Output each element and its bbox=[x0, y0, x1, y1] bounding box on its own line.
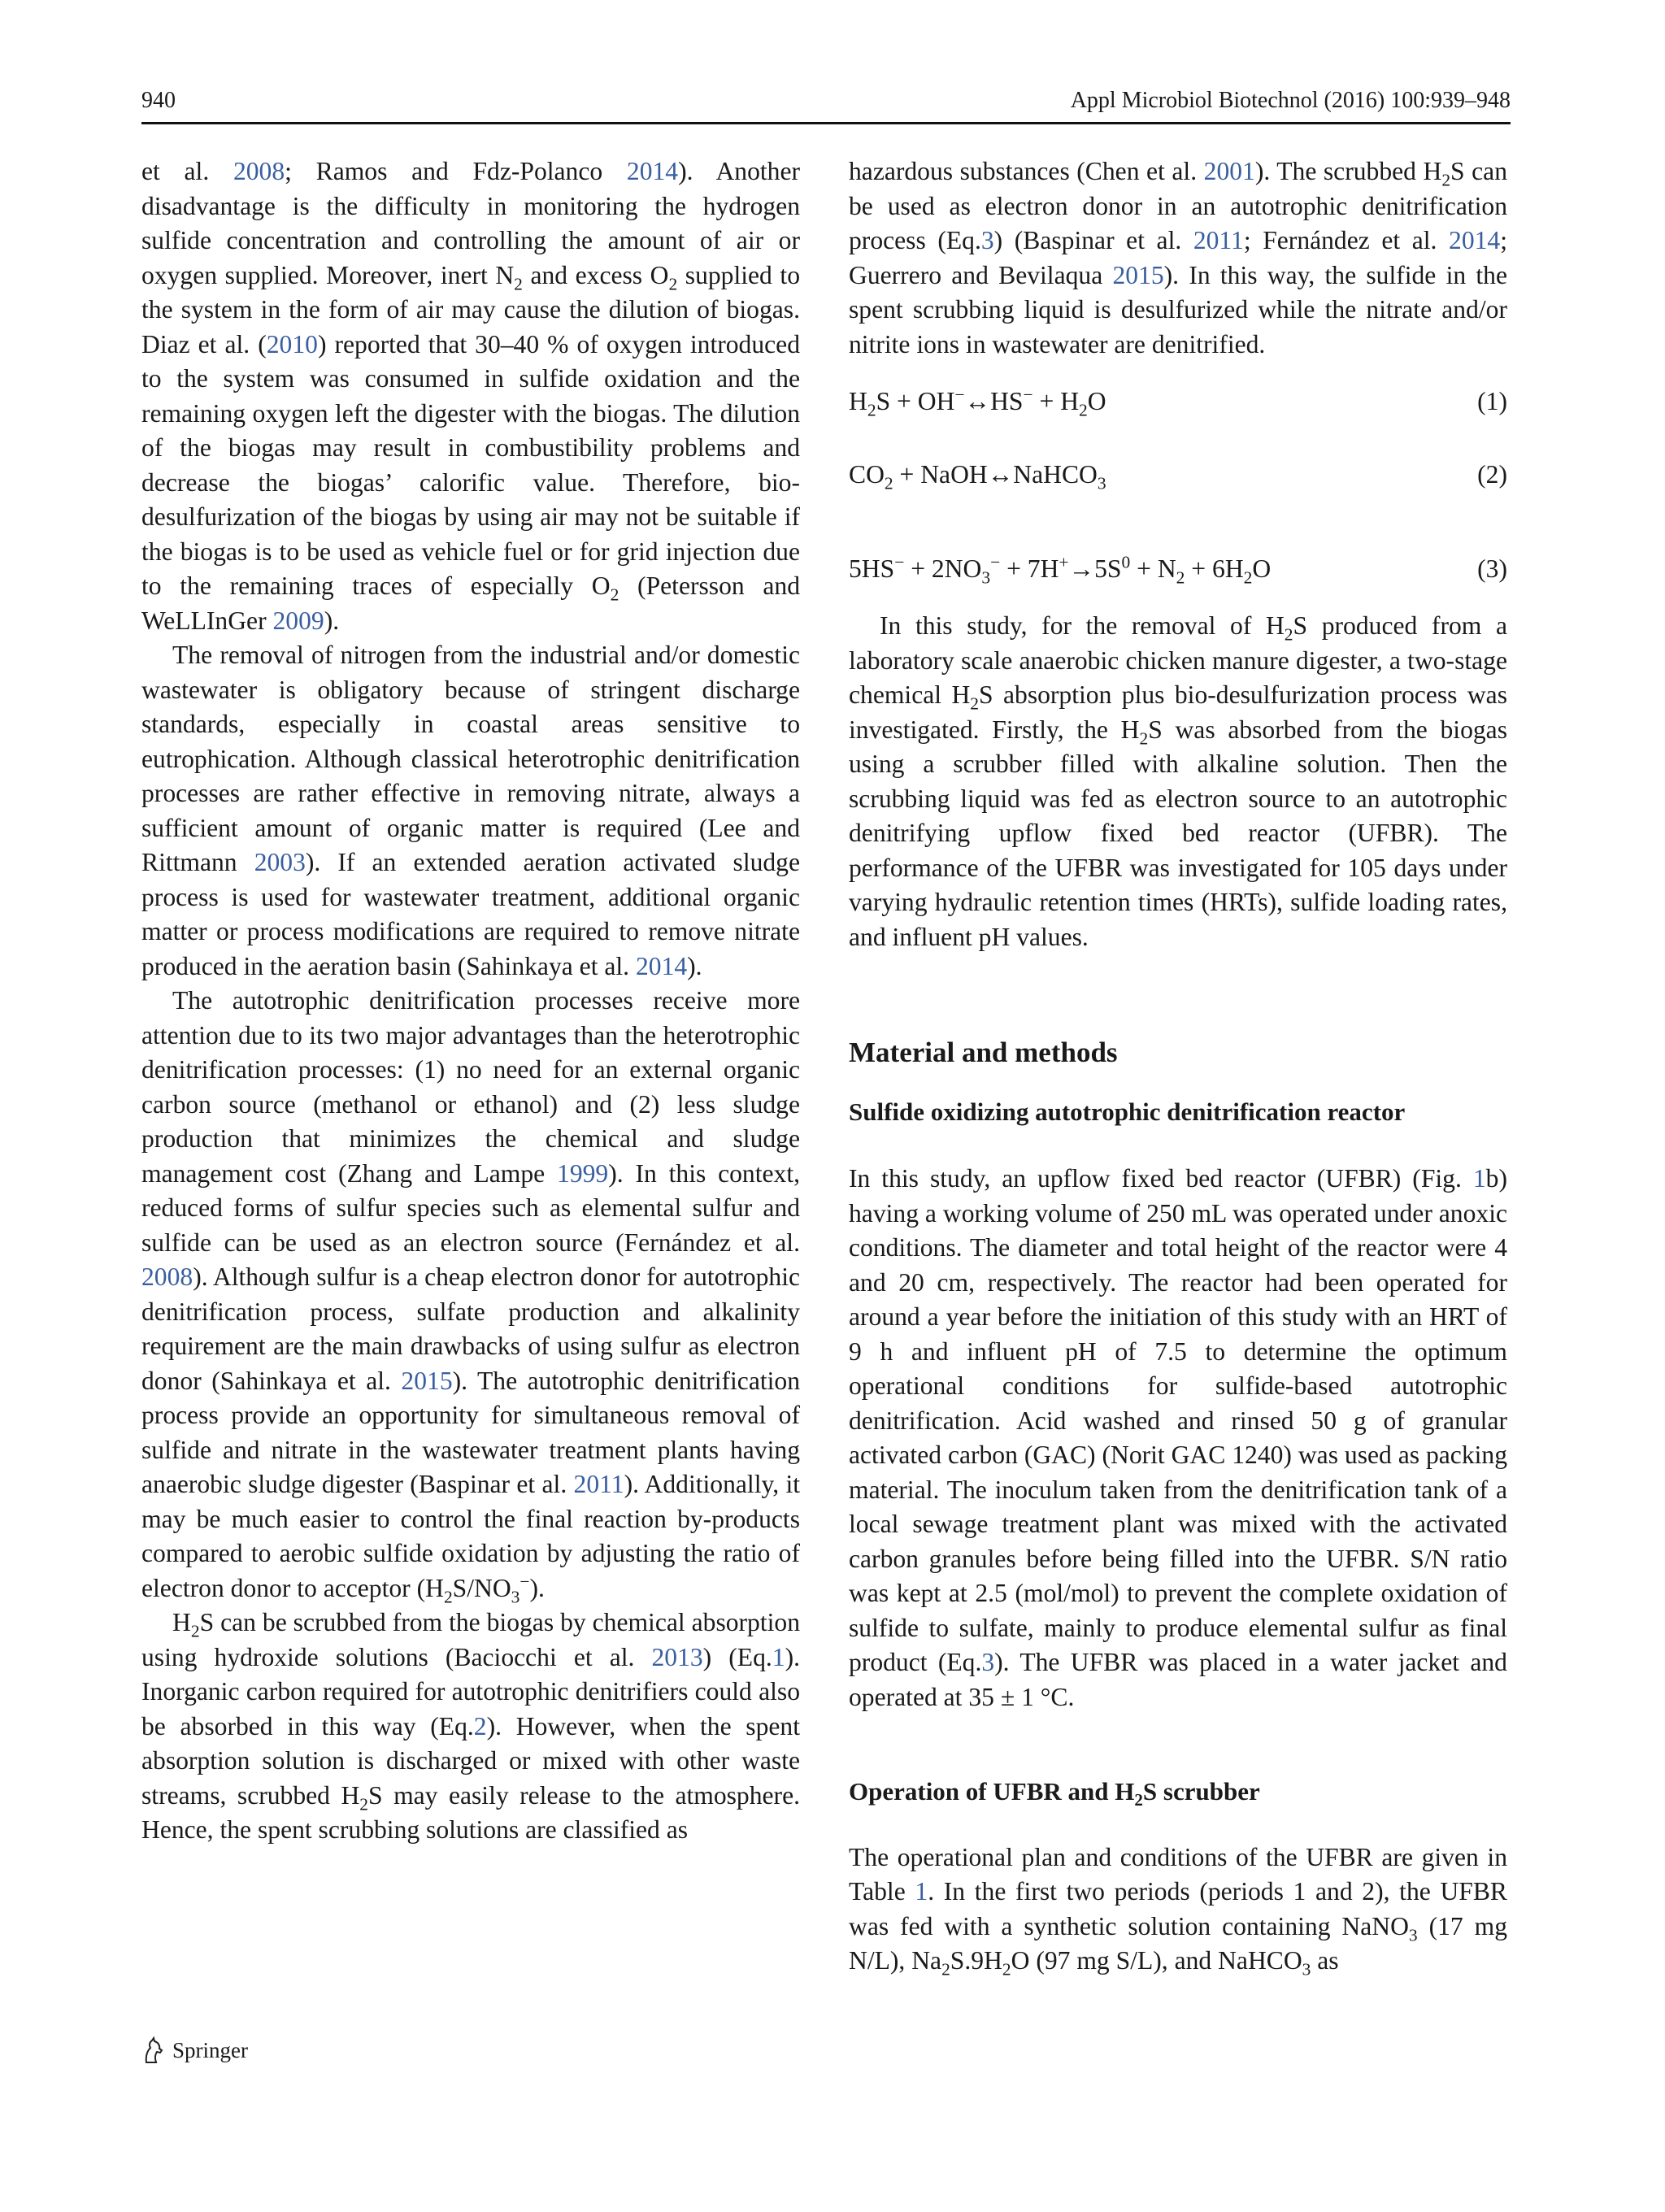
citation-link[interactable]: 2011 bbox=[1193, 226, 1244, 254]
subsection-title: Operation of UFBR and $H_2S$ scrubber bbox=[849, 1777, 1260, 1810]
citation-link[interactable]: 2014 bbox=[626, 157, 679, 185]
equation-expression: $CO_2$ + NaOH↔NaHCO$_3$ bbox=[849, 460, 1106, 493]
paragraph: The operational plan and conditions of the UFBR are given in Table 1. In the first two periods (periods 1 and 2), the UFBR was fed with a synthetic solution containing NaNO$_3$ (17 mg N/L), $Na_2S.9H_2O$ (97 mg S/L), and NaHCO$_3$ as bbox=[849, 1842, 1507, 1980]
citation-link[interactable]: 2008 bbox=[233, 157, 285, 185]
citation-link[interactable]: 2014 bbox=[1449, 226, 1501, 254]
citation-link[interactable]: 2013 bbox=[651, 1642, 703, 1671]
left-column bbox=[141, 154, 800, 1848]
equation-link[interactable]: 3 bbox=[981, 1648, 995, 1676]
table-link[interactable]: 1 bbox=[915, 1877, 928, 1906]
paragraph: The removal of nitrogen from the industrial and/or domestic wastewater is obligatory because of stringent discharge standards, especially in coastal areas sensitive to eutrophication. Although classical heterotrophic denitrification processes are rather effective in removing nitrate, always a sufficient amount of organic matter is required (Lee and Rittmann 2003). If an extended aeration activated sludge process is used for wastewater treatment, additional organic matter or process modifications are required to remove nitrate produced in the aeration basin (Sahinkaya et al. 2014). bbox=[141, 641, 801, 980]
citation-link[interactable]: 2010 bbox=[266, 329, 318, 359]
citation-link[interactable]: 2009 bbox=[272, 606, 324, 635]
right-column bbox=[849, 154, 1507, 1979]
equation-expression: $5HS^- + 2NO_3^- + 7H^+\to 5S^0 + N_2 + 6H_2O$ bbox=[849, 552, 1272, 588]
springer-horse-icon bbox=[141, 2036, 166, 2064]
publisher-name: Springer bbox=[172, 2037, 248, 2062]
paragraph: The autotrophic denitrification processes receive more attention due to its two major advantages than the heterotrophic denitrification processes: (1) no need for an external organic carbon source (methanol or ethanol) and (2) less sludge production that minimizes the chemical and sludge management cost (Zhang and Lampe 1999). In this context, reduced forms of sulfur species such as elemental sulfur and sulfide can be used as an electron source (Fernández et al. 2008). Although sulfur is a cheap electron donor for autotrophic denitrification process, sulfate production and alkalinity requirement are the main drawbacks of using sulfur as electron donor (Sahinkaya et al. 2015). The autotrophic denitrification process provide an opportunity for simultaneous removal of sulfide and nitrate in the wastewater treatment plants having anaerobic sludge digester (Baspinar et al. 2011). Additionally, it may be much easier to control the final reaction by-products compared to aerobic sulfide oxidation by adjusting the ratio of electron donor to acceptor $(H_2S/NO_3^-)$. bbox=[141, 986, 800, 1606]
paragraph: et al. 2008; Ramos and Fdz-Polanco 2014). Another disadvantage is the difficulty in monitoring the hydrogen sulfide concentration and controlling the amount of air or oxygen supplied. Moreover, inert $N_2$ and excess $O_2$ supplied to the system in the form of air may cause the dilution of biogas. Diaz et al. (2010) reported that 30–40 % of oxygen introduced to the system was consumed in sulfide oxidation and the remaining oxygen left the digester with the biogas. The dilution of the biogas may result in combustibility problems and decrease the biogas’ calorific value. Therefore, bio-desulfurization of the biogas by using air may not be suitable if the biogas is to be used as vehicle fuel or for grid injection due to the remaining traces of especially $O_2$ (Petersson and WeLLInGer 2009). bbox=[141, 157, 801, 635]
citation-link[interactable]: 2011 bbox=[573, 1470, 624, 1498]
citation-link[interactable]: 2001 bbox=[1203, 157, 1255, 185]
equation-2 bbox=[849, 458, 1507, 492]
citation-link[interactable]: 1999 bbox=[557, 1158, 609, 1188]
equation-number: (2) bbox=[1477, 460, 1507, 489]
paragraph: hazardous substances (Chen et al. 2001). The scrubbed $H_2S$ can be used as electron donor in an autotrophic denitrification process (Eq.3) (Baspinar et al. 2011; Fernández et al. 2014; Guerrero and Bevilaqua 2015). In this way, the sulfide in the spent scrubbing liquid is desulfurized while the nitrate and/or nitrite ions in wastewater are denitrified. bbox=[849, 157, 1508, 359]
page-number: 940 bbox=[141, 88, 176, 113]
equation-expression: $H_2S$ + OH−↔HS− + $H_2O$ bbox=[849, 385, 1106, 420]
citation-link[interactable]: 2014 bbox=[635, 951, 688, 980]
equation-link[interactable]: 3 bbox=[980, 226, 994, 254]
page-footer bbox=[141, 2036, 248, 2064]
citation-link[interactable]: 2003 bbox=[254, 848, 306, 876]
paragraph: $H_2S$ can be scrubbed from the biogas by chemical absorption using hydroxide solutions (Baciocchi et al. 2013) (Eq.1). Inorganic carbon required for autotrophic denitrifiers could also be absorbed in this way (Eq.2). However, when the spent absorption solution is discharged or mixed with other waste streams, scrubbed $H_2S$ may easily release to the atmosphere. Hence, the spent scrubbing solutions are classified as bbox=[141, 1608, 801, 1844]
equation-3 bbox=[849, 552, 1507, 586]
equation-link[interactable]: 2 bbox=[473, 1711, 487, 1740]
figure-link[interactable]: 1 bbox=[1472, 1164, 1486, 1193]
equation-link[interactable]: 1 bbox=[772, 1642, 785, 1671]
journal-citation: Appl Microbiol Biotechnol (2016) 100:939–948 bbox=[1070, 88, 1511, 113]
citation-link[interactable]: 2008 bbox=[141, 1262, 193, 1291]
subsection-title: Sulfide oxidizing autotrophic denitrification reactor bbox=[849, 1097, 1406, 1126]
header-rule bbox=[141, 122, 1511, 124]
citation-link[interactable]: 2015 bbox=[401, 1366, 453, 1395]
paragraph: In this study, for the removal of $H_2S$ produced from a laboratory scale anaerobic chicken manure digester, a two-stage chemical $H_2S$ absorption plus bio-desulfurization process was investigated. Firstly, the $H_2S$ was absorbed from the biogas using a scrubber filled with alkaline solution. Then the scrubbing liquid was fed as electron source to an autotrophic denitrifying upflow fixed bed reactor (UFBR). The performance of the UFBR was investigated for 105 days under varying hydraulic retention times (HRTs), sulfide loading rates, and influent pH values. bbox=[849, 611, 1508, 951]
equation-1 bbox=[849, 385, 1507, 419]
section-title: Material and methods bbox=[849, 1036, 1118, 1068]
running-header bbox=[141, 88, 1511, 125]
equation-number: (3) bbox=[1477, 554, 1507, 583]
citation-link[interactable]: 2015 bbox=[1112, 260, 1164, 289]
equation-number: (1) bbox=[1477, 387, 1507, 415]
paragraph: In this study, an upflow fixed bed reactor (UFBR) (Fig. 1b) having a working volume of 250 mL was operated under anoxic conditions. The diameter and total height of the reactor were 4 and 20 cm, respectively. The reactor had been operated for around a year before the initiation of this study with an HRT of 9 h and influent pH of 7.5 to determine the optimum operational conditions for sulfide-based autotrophic denitrification. Acid washed and rinsed 50 g of granular activated carbon (GAC) (Norit GAC 1240) was used as packing material. The inoculum taken from the denitrification tank of a local sewage treatment plant was mixed with the activated carbon granules before being filled into the UFBR. S/N ratio was kept at 2.5 (mol/mol) to prevent the complete oxidation of sulfide to sulfate, mainly to produce elemental sulfur as final product (Eq.3). The UFBR was placed in a water jacket and operated at 35 ± 1 °C. bbox=[849, 1164, 1507, 1711]
